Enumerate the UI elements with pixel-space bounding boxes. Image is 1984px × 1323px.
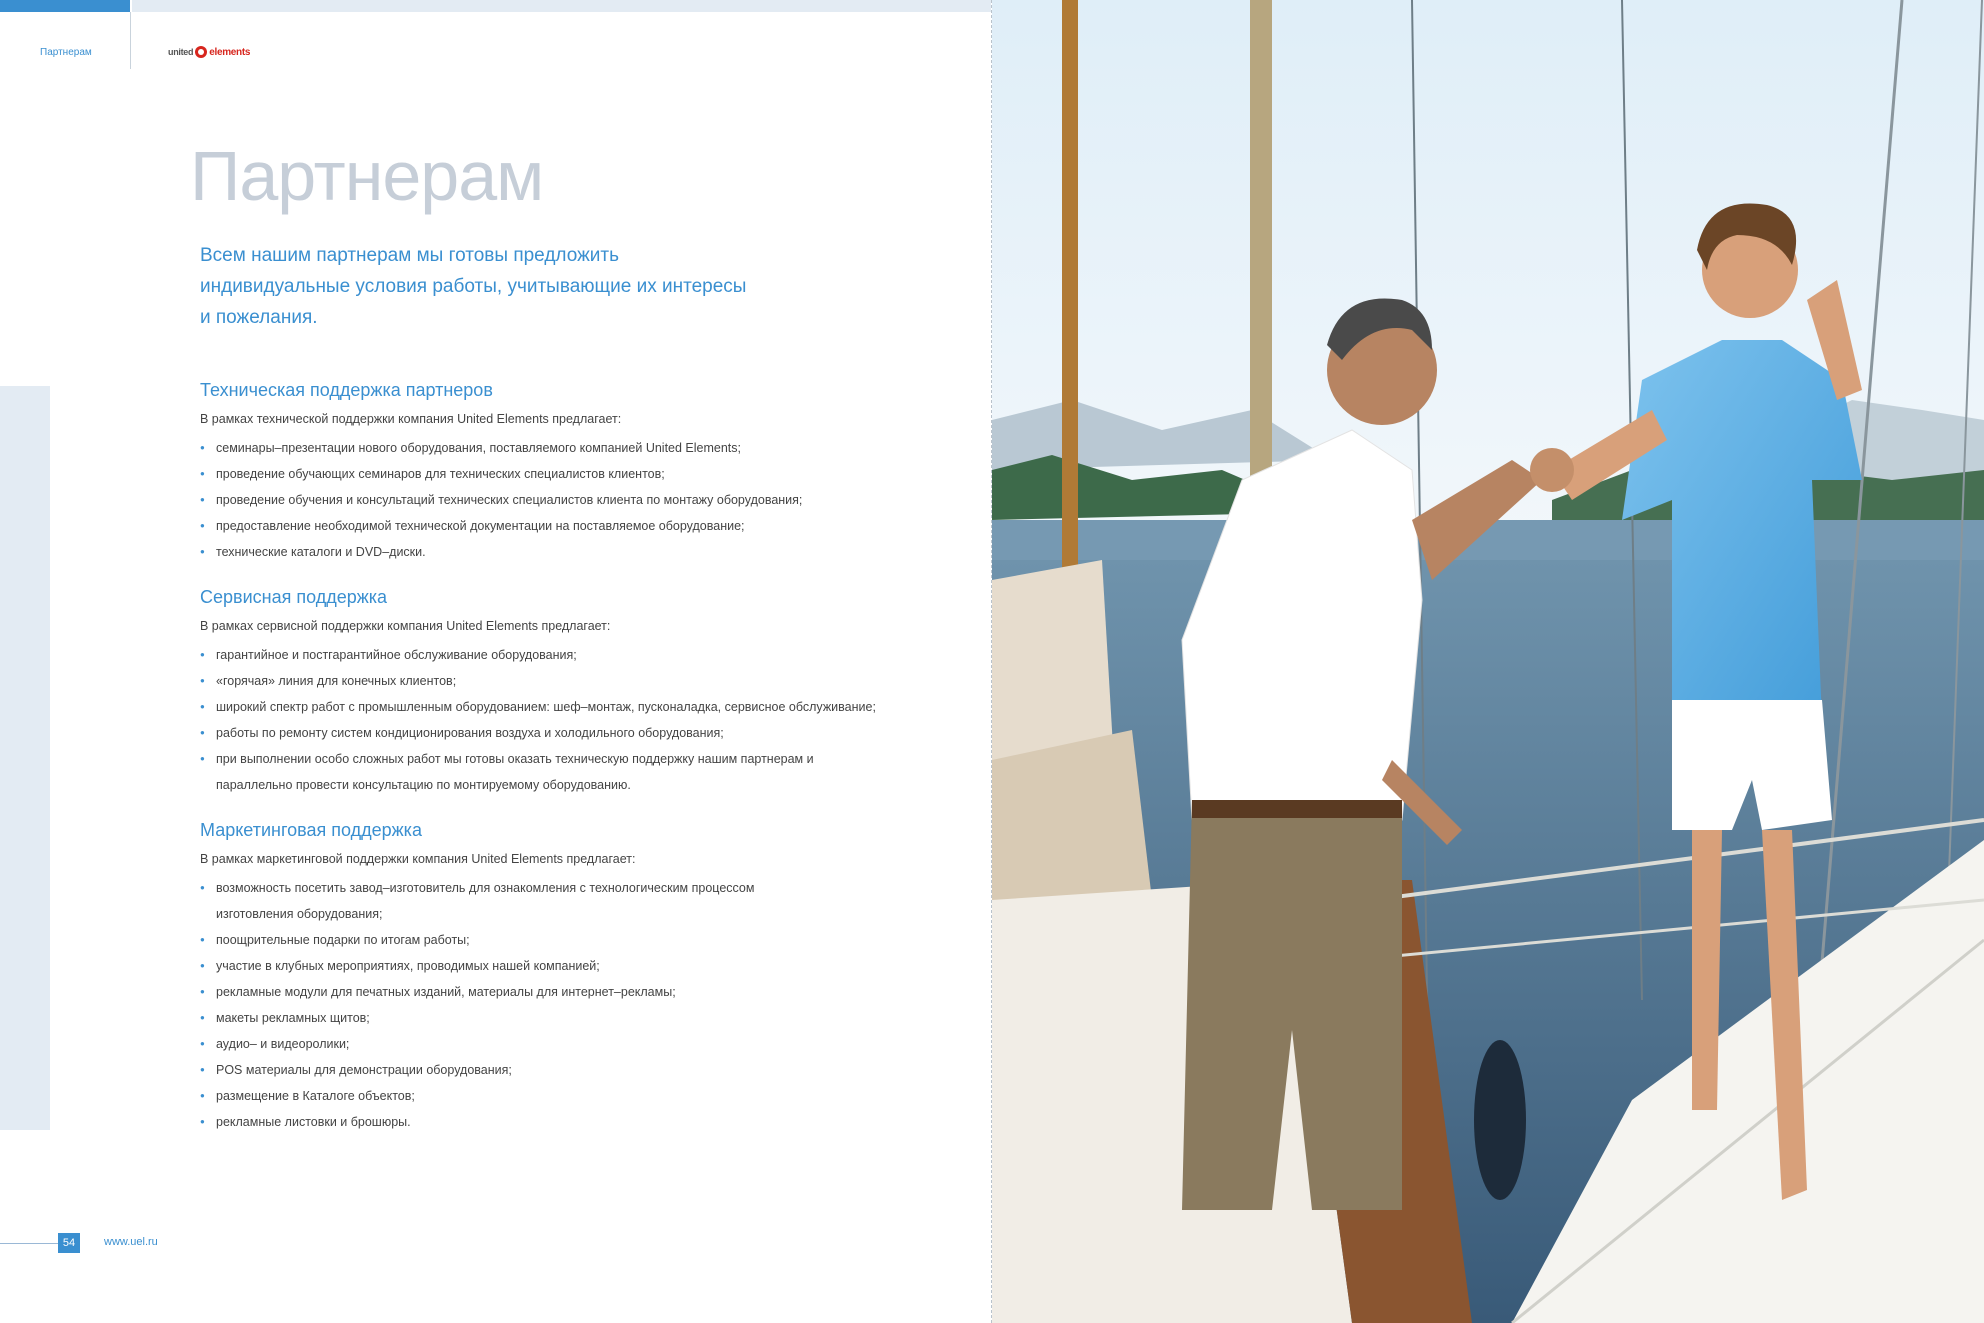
top-bar-accent [0, 0, 130, 12]
header-divider [130, 12, 131, 69]
list-item: ● «горячая» линия для конечных клиентов; [200, 668, 900, 694]
section-lead: В рамках маркетинговой поддержки компания United Elements предлагает: [200, 852, 636, 866]
footer-url[interactable]: www.uel.ru [104, 1236, 158, 1248]
list-item: ● участие в клубных мероприятиях, проводимых нашей компанией; [200, 953, 900, 979]
section-marketing-support [200, 820, 900, 1135]
logo-word-elements: elements [209, 46, 251, 58]
left-page [0, 0, 991, 1323]
boat-fender [1474, 1040, 1526, 1200]
list-item: ● проведение обучения и консультаций технических специалистов клиента по монтажу оборудования; [200, 487, 900, 513]
section-list [200, 642, 900, 798]
handshake [1530, 448, 1574, 492]
section-lead: В рамках технической поддержки компания United Elements предлагает: [200, 412, 622, 426]
logo-mark-icon [195, 46, 207, 58]
section-list [200, 435, 900, 565]
side-panel [0, 386, 50, 1130]
photo-illustration [992, 0, 1984, 1323]
mast [1062, 0, 1078, 600]
list-item: ● широкий спектр работ с промышленным оборудованием: шеф–монтаж, пусконаладка, сервисное обслуживание; [200, 694, 900, 720]
list-item: ● рекламные листовки и брошюры. [200, 1109, 900, 1135]
company-logo [168, 46, 250, 58]
page-number: 54 [58, 1233, 80, 1253]
list-item: ● технические каталоги и DVD–диски. [200, 539, 900, 565]
list-item: ● предоставление необходимой технической документации на поставляемое оборудование; [200, 513, 900, 539]
list-item: ● POS материалы для демонстрации оборудования; [200, 1057, 900, 1083]
list-item: ● размещение в Каталоге объектов; [200, 1083, 900, 1109]
section-technical-support [200, 380, 900, 565]
section-heading: Маркетинговая поддержка [200, 820, 422, 840]
list-item: ● рекламные модули для печатных изданий, материалы для интернет–рекламы; [200, 979, 900, 1005]
list-item: ● гарантийное и постгарантийное обслуживание оборудования; [200, 642, 900, 668]
section-list [200, 875, 900, 1135]
section-lead: В рамках сервисной поддержки компания United Elements предлагает: [200, 619, 611, 633]
section-heading: Техническая поддержка партнеров [200, 380, 493, 400]
page-title: Партнерам [190, 137, 544, 215]
list-item: ● семинары–презентации нового оборудования, поставляемого компанией United Elements; [200, 435, 900, 461]
section-heading: Сервисная поддержка [200, 587, 388, 607]
intro-text: Всем нашим партнерам мы готовы предложить индивидуальные условия работы, учитывающие их интересы и пожелания. [200, 245, 747, 328]
list-item: ● макеты рекламных щитов; [200, 1005, 900, 1031]
list-item: ● проведение обучающих семинаров для технических специалистов клиентов; [200, 461, 900, 487]
list-item: ● работы по ремонту систем кондиционирования воздуха и холодильного оборудования; [200, 720, 900, 746]
list-item: ● поощрительные подарки по итогам работы; [200, 927, 900, 953]
list-item: ● при выполнении особо сложных работ мы готовы оказать техническую поддержку нашим партнерам и параллельно провести консультацию по монтируемому оборудованию. [200, 746, 856, 798]
list-item: ● аудио– и видеоролики; [200, 1031, 900, 1057]
logo-word-united: united [168, 47, 194, 57]
top-bar [132, 0, 991, 12]
section-tab[interactable]: Партнерам [40, 47, 92, 58]
list-item: ● возможность посетить завод–изготовитель для ознакомления с технологическим процессом изготовления оборудования; [200, 875, 816, 927]
section-service-support [200, 587, 900, 798]
footer-line [0, 1243, 58, 1244]
sailing-photo [992, 0, 1984, 1323]
